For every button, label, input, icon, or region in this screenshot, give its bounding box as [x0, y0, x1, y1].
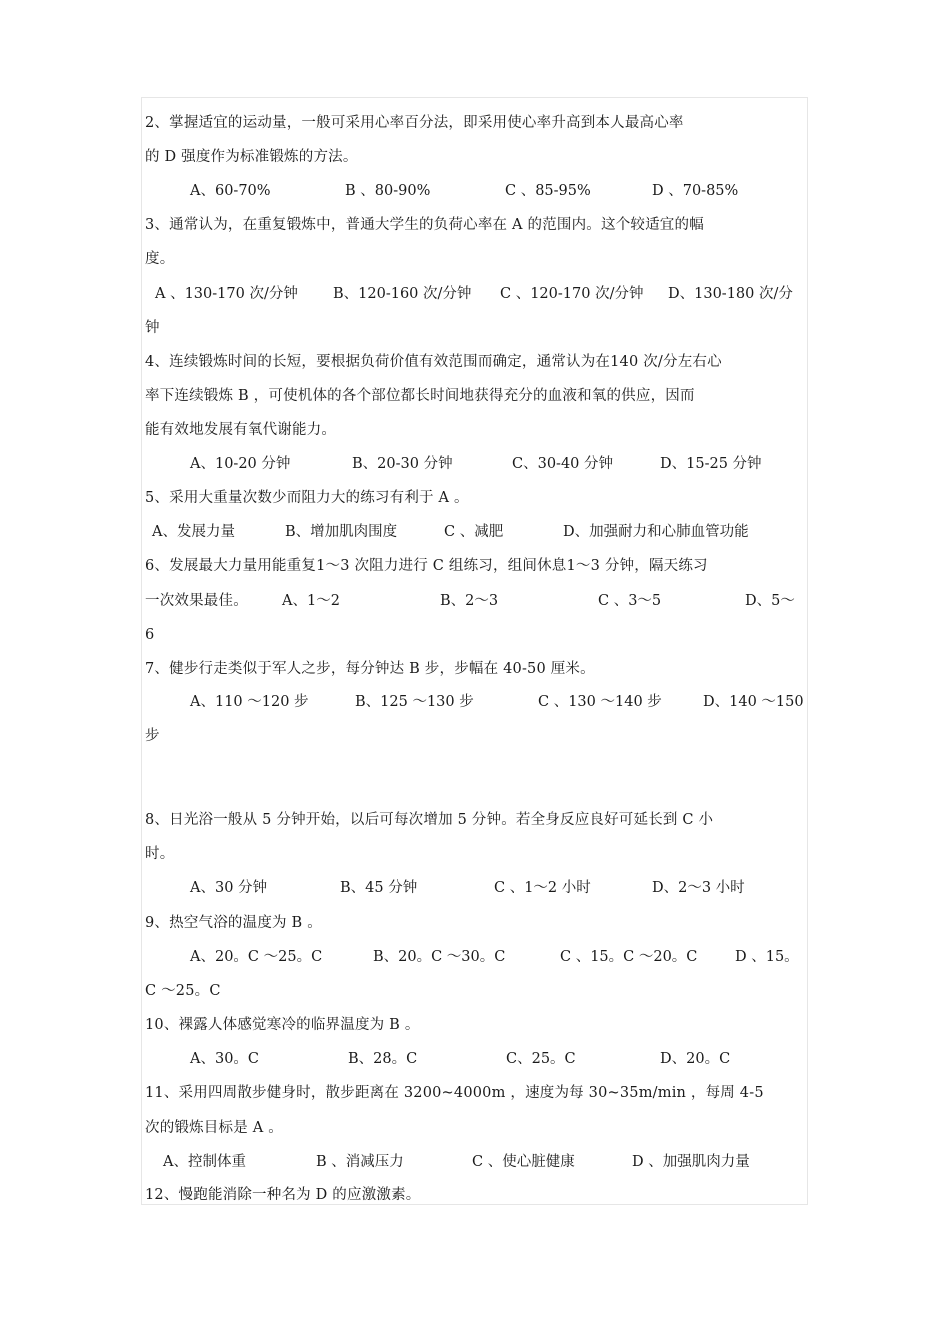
option-a: A、20。C ～25。C [190, 949, 323, 965]
option-c: C 、120-170 次/分钟 [500, 286, 644, 302]
option-d: D、20。C [660, 1051, 731, 1067]
question-6-line-3: 6 [145, 627, 155, 643]
option-c: C 、减肥 [444, 524, 504, 540]
question-2-line-2: 的 D 强度作为标准锻炼的方法。 [145, 149, 358, 165]
question-5-line: 5、采用大重量次数少而阻力大的练习有利于 A 。 [145, 490, 469, 506]
option-b: B、125 ～130 步 [355, 694, 474, 710]
option-b: B、120-160 次/分钟 [333, 286, 472, 302]
option-c: C 、使心脏健康 [472, 1154, 575, 1170]
question-4-line-2: 率下连续锻炼 B ，可使机体的各个部位都长时间地获得充分的血液和氧的供应，因而 [145, 388, 695, 404]
question-3-line-1: 3、通常认为，在重复锻炼中，普通大学生的负荷心率在 A 的范围内。这个较适宜的幅 [145, 217, 704, 233]
question-12-line: 12、慢跑能消除一种名为 D 的应激激素。 [145, 1187, 421, 1203]
option-d: D 、15。 [735, 949, 799, 965]
question-7-line: 7、健步行走类似于军人之步，每分钟达 B 步，步幅在 40-50 厘米。 [145, 661, 595, 677]
option-d: D、5～ [745, 593, 795, 609]
option-c: C、30-40 分钟 [512, 456, 614, 472]
option-b: B、增加肌肉围度 [285, 524, 398, 540]
question-8-line-1: 8、日光浴一般从 5 分钟开始，以后可每次增加 5 分钟。若全身反应良好可延长到 C 小 [145, 812, 714, 828]
question-9-line-2: C ～25。C [145, 983, 221, 999]
option-c: C 、130 ～140 步 [538, 694, 662, 710]
option-d: D、140 ～150 [703, 694, 804, 710]
question-4-line-1: 4、连续锻炼时间的长短，要根据负荷价值有效范围而确定，通常认为在140 次/分左右心 [145, 354, 722, 370]
question-4-line-3: 能有效地发展有氧代谢能力。 [145, 422, 337, 438]
option-a: A、60-70% [190, 183, 271, 199]
option-b: B、2～3 [440, 593, 499, 609]
document-frame [141, 97, 808, 1205]
question-11-line-1: 11、采用四周散步健身时，散步距离在 3200~4000m ，速度为每 30~35m/min ，每周 4-5 [145, 1085, 764, 1101]
option-a: A、10-20 分钟 [190, 456, 291, 472]
option-b: B、20。C ～30。C [373, 949, 506, 965]
option-d: D、加强耐力和心肺血管功能 [563, 524, 749, 540]
question-6-line-1: 6、发展最大力量用能重复1～3 次阻力进行 C 组练习，组间休息1～3 分钟，隔天练习 [145, 558, 708, 574]
option-d: D、130-180 次/分 [668, 286, 793, 302]
option-c: C 、15。C ～20。C [560, 949, 698, 965]
option-b: B、45 分钟 [340, 880, 418, 896]
option-a: A、30 分钟 [190, 880, 268, 896]
option-a: A、发展力量 [152, 524, 235, 540]
question-8-line-2: 时。 [145, 846, 175, 862]
option-a: A、1～2 [282, 593, 340, 609]
option-c: C 、85-95% [505, 183, 591, 199]
option-b: B 、80-90% [345, 183, 431, 199]
option-c: C、25。C [506, 1051, 576, 1067]
option-b: B 、消减压力 [316, 1154, 404, 1170]
option-a: A、控制体重 [163, 1154, 246, 1170]
question-11-line-2: 次的锻炼目标是 A 。 [145, 1120, 283, 1136]
question-10-line: 10、裸露人体感觉寒冷的临界温度为 B 。 [145, 1017, 420, 1033]
option-a: A、30。C [190, 1051, 260, 1067]
question-2-line-1: 2、掌握适宜的运动量，一般可采用心率百分法，即采用使心率升高到本人最高心率 [145, 115, 684, 131]
option-c: C 、1～2 小时 [494, 880, 591, 896]
question-3-line-2: 度。 [145, 251, 175, 267]
question-3-line-3: 钟 [145, 320, 160, 336]
option-a: A、110 ～120 步 [190, 694, 309, 710]
question-9-line: 9、热空气浴的温度为 B 。 [145, 915, 322, 931]
option-d: D、2～3 小时 [652, 880, 745, 896]
option-b: B、20-30 分钟 [352, 456, 453, 472]
question-7-line-2: 步 [145, 728, 160, 744]
option-a: A 、130-170 次/分钟 [155, 286, 298, 302]
option-d: D 、70-85% [652, 183, 739, 199]
option-d: D 、加强肌肉力量 [632, 1154, 750, 1170]
option-d: D、15-25 分钟 [660, 456, 762, 472]
question-6-line-2: 一次效果最佳。 [145, 593, 248, 609]
option-b: B、28。C [348, 1051, 418, 1067]
option-c: C 、3～5 [598, 593, 662, 609]
